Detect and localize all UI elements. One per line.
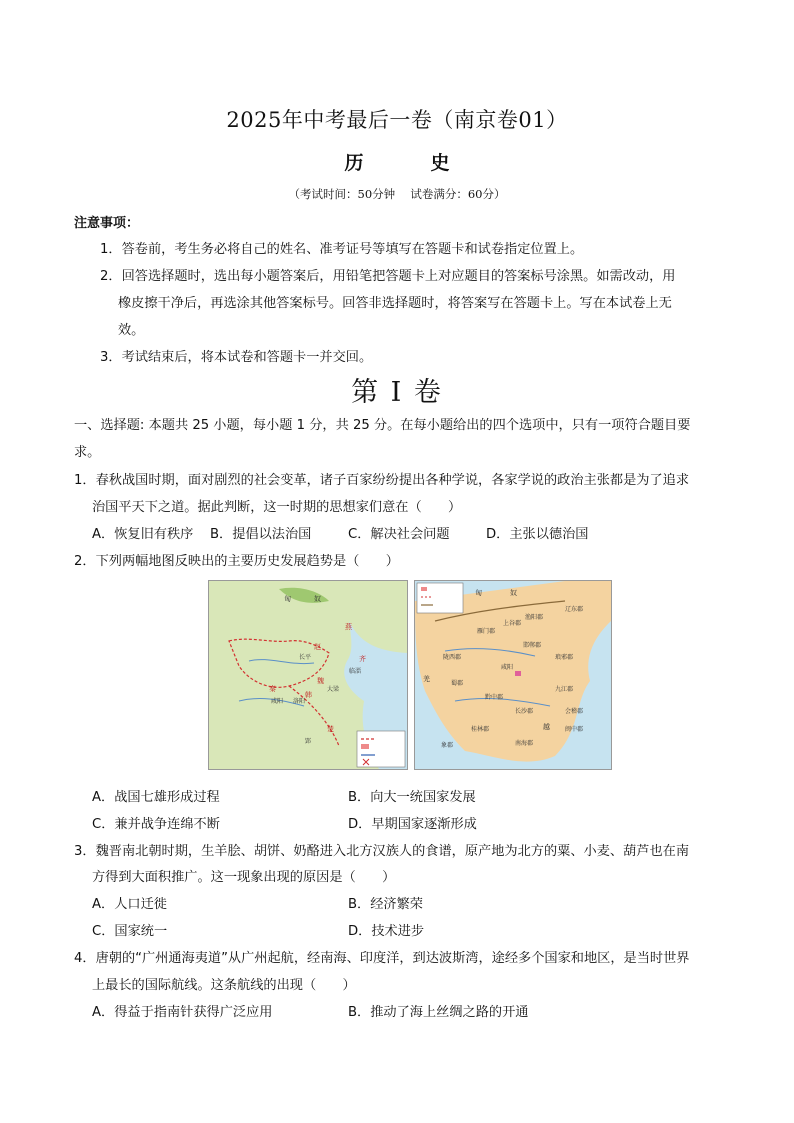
q2-option-d[interactable]: D．早期国家逐渐形成 (348, 817, 477, 832)
svg-text:匈: 匈 (475, 589, 482, 597)
svg-text:桂林郡: 桂林郡 (471, 726, 490, 733)
svg-text:南海郡: 南海郡 (515, 740, 534, 747)
q1-option-b[interactable]: B．提倡以法治国 (210, 527, 312, 542)
q3-stem-cont: 方得到大面积推广。这一现象出现的原因是（ ） (92, 870, 396, 885)
svg-text:九江郡: 九江郡 (555, 686, 574, 693)
notice-item-2: 2．回答选择题时，选出每小题答案后，用铅笔把答题卡上对应题目的答案标号涂黑。如需改动，用 (100, 269, 676, 284)
svg-text:琅邪郡: 琅邪郡 (555, 654, 574, 661)
q3-option-a[interactable]: A．人口迁徙 (92, 897, 167, 912)
q2-stem: 2．下列两幅地图反映出的主要历史发展趋势是（ ） (74, 554, 399, 569)
q1-stem-cont: 治国平天下之道。据此判断，这一时期的思想家们意在（ ） (92, 500, 462, 515)
q3-option-d[interactable]: D．技术进步 (348, 924, 425, 939)
svg-text:匈: 匈 (284, 595, 291, 603)
subject-title: 历 史 (344, 152, 474, 174)
svg-text:闽中郡: 闽中郡 (565, 726, 584, 733)
qin-unification-map (414, 580, 612, 770)
q4-option-a[interactable]: A．得益于指南针获得广泛应用 (92, 1005, 273, 1020)
svg-text:邯郸郡: 邯郸郡 (523, 642, 542, 649)
notice-item-1: 1．答卷前，考生务必将自己的姓名、准考证号等填写在答题卡和试卷指定位置上。 (100, 242, 584, 257)
q4-option-b[interactable]: B．推动了海上丝绸之路的开通 (348, 1005, 529, 1020)
svg-text:燕: 燕 (345, 623, 352, 631)
q2-option-c[interactable]: C．兼并战争连绵不断 (92, 817, 220, 832)
q2-option-b[interactable]: B．向大一统国家发展 (348, 790, 476, 805)
q4-stem: 4．唐朝的“广州通海夷道”从广州起航，经南海、印度洋，到达波斯湾，途经多个国家和地区，是当时世界 (74, 951, 690, 966)
warring-states-map (208, 580, 408, 770)
svg-text:齐: 齐 (359, 655, 366, 663)
svg-text:辽东郡: 辽东郡 (565, 606, 584, 613)
svg-text:羌: 羌 (423, 675, 430, 683)
svg-text:奴: 奴 (314, 595, 321, 603)
svg-text:魏: 魏 (317, 677, 324, 685)
q4-stem-cont: 上最长的国际航线。这条航线的出现（ ） (92, 978, 356, 993)
section-instruction: 一、选择题: 本题共 25 小题，每小题 1 分，共 25 分。在每小题给出的四个选项中，只有一项符合题目要 (74, 418, 691, 433)
q1-option-c[interactable]: C．解决社会问题 (348, 527, 450, 542)
svg-text:秦: 秦 (269, 685, 276, 693)
exam-info: （考试时间：50分钟 试卷满分：60分） (288, 187, 506, 201)
svg-text:长沙郡: 长沙郡 (515, 708, 534, 715)
q2-option-a[interactable]: A．战国七雄形成过程 (92, 790, 220, 805)
page-title: 2025年中考最后一卷（南京卷01） (226, 108, 568, 132)
svg-text:上谷郡: 上谷郡 (503, 620, 522, 627)
svg-text:奴: 奴 (510, 589, 517, 597)
q3-stem: 3．魏晋南北朝时期，生羊脍、胡饼、奶酪进入北方汉族人的食谱，原产地为北方的粟、小麦、葫芦也在南 (74, 844, 690, 859)
notice-item-2-end: 效。 (118, 323, 145, 338)
svg-text:赵: 赵 (314, 643, 321, 651)
svg-text:临淄: 临淄 (349, 668, 362, 675)
q1-stem: 1．春秋战国时期，面对剧烈的社会变革，诸子百家纷纷提出各种学说，各家学说的政治主张都是为了追求 (74, 473, 690, 488)
svg-text:洛阳: 洛阳 (293, 698, 306, 705)
svg-text:咸阳: 咸阳 (271, 698, 284, 705)
q3-option-c[interactable]: C．国家统一 (92, 924, 168, 939)
q3-option-b[interactable]: B．经济繁荣 (348, 897, 423, 912)
svg-text:黔中郡: 黔中郡 (485, 694, 504, 701)
notice-item-2-cont: 橡皮擦干净后，再选涂其他答案标号。回答非选择题时，将答案写在答题卡上。写在本试卷上无 (118, 296, 672, 311)
svg-text:大梁: 大梁 (327, 686, 340, 693)
notice-item-3: 3．考试结束后，将本试卷和答题卡一并交回。 (100, 350, 373, 365)
svg-text:咸阳: 咸阳 (501, 664, 514, 671)
svg-text:雁门郡: 雁门郡 (477, 628, 496, 635)
svg-text:越: 越 (543, 723, 550, 731)
svg-text:郢: 郢 (305, 738, 312, 745)
q1-option-a[interactable]: A．恢复旧有秩序 (92, 527, 194, 542)
svg-text:长平: 长平 (299, 654, 312, 661)
notice-heading: 注意事项： (74, 216, 140, 231)
section-instruction-end: 求。 (74, 445, 101, 460)
section-title: 第 I 卷 (351, 377, 443, 408)
svg-text:陇西郡: 陇西郡 (443, 654, 462, 661)
svg-text:楚: 楚 (327, 725, 334, 733)
q1-option-d[interactable]: D．主张以德治国 (486, 527, 589, 542)
svg-text:蜀郡: 蜀郡 (451, 680, 464, 687)
svg-text:象郡: 象郡 (441, 742, 454, 749)
svg-text:韩: 韩 (305, 691, 312, 699)
svg-text:会稽郡: 会稽郡 (565, 708, 584, 715)
svg-text:渔阳郡: 渔阳郡 (525, 614, 544, 621)
